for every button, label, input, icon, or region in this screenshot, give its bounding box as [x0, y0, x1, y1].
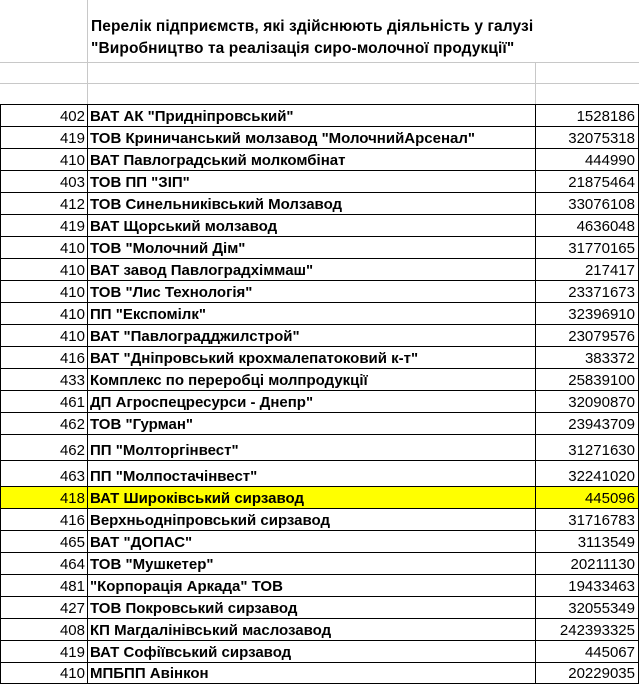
code-cell[interactable]: 419 — [1, 215, 88, 236]
table-row[interactable] — [0, 346, 639, 368]
value-cell[interactable]: 32396910 — [536, 303, 639, 324]
name-cell[interactable]: КП Магдалінівський маслозавод — [88, 619, 536, 640]
code-cell[interactable]: 418 — [1, 487, 88, 508]
table-row[interactable] — [0, 486, 639, 508]
table-row[interactable] — [0, 192, 639, 214]
table-row[interactable] — [0, 368, 639, 390]
value-cell[interactable]: 445096 — [536, 487, 639, 508]
value-cell[interactable]: 4636048 — [536, 215, 639, 236]
table-row[interactable] — [0, 530, 639, 552]
code-cell[interactable]: 419 — [1, 127, 88, 148]
value-cell[interactable]: 23079576 — [536, 325, 639, 346]
table-row[interactable] — [0, 302, 639, 324]
table-row[interactable] — [0, 258, 639, 280]
name-cell[interactable]: ПП "Молторгінвест" — [88, 435, 536, 460]
table-row[interactable] — [0, 508, 639, 530]
code-cell[interactable]: 410 — [1, 303, 88, 324]
value-cell[interactable]: 31770165 — [536, 237, 639, 258]
name-cell[interactable]: ВАТ "ДОПАС" — [88, 531, 536, 552]
code-cell[interactable]: 481 — [1, 575, 88, 596]
name-cell[interactable]: "Корпорація Аркада" ТОВ — [88, 575, 536, 596]
table-row[interactable] — [0, 618, 639, 640]
name-cell[interactable]: ВАТ Щорський молзавод — [88, 215, 536, 236]
name-cell[interactable]: ТОВ Покровський сирзавод — [88, 597, 536, 618]
code-cell[interactable]: 410 — [1, 281, 88, 302]
code-cell[interactable]: 433 — [1, 369, 88, 390]
code-cell[interactable]: 427 — [1, 597, 88, 618]
code-cell[interactable]: 464 — [1, 553, 88, 574]
code-cell[interactable]: 410 — [1, 259, 88, 280]
name-cell[interactable]: ВАТ "Дніпровський крохмалепатоковий к-т" — [88, 347, 536, 368]
code-cell[interactable]: 461 — [1, 391, 88, 412]
name-cell[interactable]: Верхньодніпровський сирзавод — [88, 509, 536, 530]
name-cell[interactable]: ТОВ "Молочний Дім" — [88, 237, 536, 258]
empty-row-1[interactable] — [0, 62, 639, 84]
code-cell[interactable]: 419 — [1, 641, 88, 662]
value-cell[interactable]: 32075318 — [536, 127, 639, 148]
table-row[interactable] — [0, 434, 639, 460]
code-cell[interactable]: 410 — [1, 149, 88, 170]
value-cell[interactable]: 19433463 — [536, 575, 639, 596]
table-row[interactable] — [0, 390, 639, 412]
name-cell[interactable]: ТОВ "Мушкетер" — [88, 553, 536, 574]
name-cell[interactable]: ВАТ завод Павлоградхіммаш" — [88, 259, 536, 280]
value-cell[interactable]: 3113549 — [536, 531, 639, 552]
value-cell[interactable]: 445067 — [536, 641, 639, 662]
table-row[interactable] — [0, 280, 639, 302]
name-cell[interactable]: ПП "Експомілк" — [88, 303, 536, 324]
name-cell[interactable]: ВАТ Павлоградський молкомбінат — [88, 149, 536, 170]
code-cell[interactable]: 465 — [1, 531, 88, 552]
value-cell[interactable]: 31716783 — [536, 509, 639, 530]
name-cell[interactable]: ТОВ Криничанський молзавод "МолочнийАрсенал" — [88, 127, 536, 148]
table-row[interactable] — [0, 640, 639, 662]
title-line-1: Перелік підприємств, які здійснюють діяльність у галузі — [91, 18, 534, 35]
value-cell[interactable]: 217417 — [536, 259, 639, 280]
code-cell[interactable]: 402 — [1, 105, 88, 126]
table-row[interactable] — [0, 148, 639, 170]
title-cell[interactable] — [88, 0, 639, 62]
table-row[interactable] — [0, 104, 639, 126]
code-cell[interactable]: 408 — [1, 619, 88, 640]
value-cell[interactable]: 32055349 — [536, 597, 639, 618]
name-cell[interactable]: ТОВ "Лис Технологія" — [88, 281, 536, 302]
value-cell[interactable]: 21875464 — [536, 171, 639, 192]
code-cell[interactable]: 462 — [1, 435, 88, 460]
value-cell[interactable]: 20211130 — [536, 553, 639, 574]
value-cell[interactable]: 23371673 — [536, 281, 639, 302]
sheet-title — [91, 16, 533, 60]
value-cell[interactable]: 31271630 — [536, 435, 639, 460]
table-row[interactable] — [0, 460, 639, 486]
table-row[interactable] — [0, 412, 639, 434]
table-row[interactable] — [0, 662, 639, 684]
title-line-2: "Виробництво та реалізація сиро-молочної продукції" — [91, 40, 515, 57]
table-row[interactable] — [0, 324, 639, 346]
name-cell[interactable]: ТОВ ПП "ЗІП" — [88, 171, 536, 192]
name-cell[interactable]: Комплекс по переробці молпродукції — [88, 369, 536, 390]
value-cell[interactable]: 32241020 — [536, 461, 639, 486]
title-row — [0, 0, 639, 63]
value-cell[interactable]: 1528186 — [536, 105, 639, 126]
name-cell[interactable]: ТОВ "Гурман" — [88, 413, 536, 434]
value-cell[interactable]: 242393325 — [536, 619, 639, 640]
value-cell[interactable]: 33076108 — [536, 193, 639, 214]
name-cell[interactable]: ВАТ АК "Придніпровський" — [88, 105, 536, 126]
table-row[interactable] — [0, 214, 639, 236]
table-row[interactable] — [0, 596, 639, 618]
table-row[interactable] — [0, 126, 639, 148]
code-cell[interactable]: 412 — [1, 193, 88, 214]
code-cell[interactable]: 463 — [1, 461, 88, 486]
name-cell[interactable]: ВАТ Софіївський сирзавод — [88, 641, 536, 662]
code-cell[interactable]: 416 — [1, 509, 88, 530]
table-row[interactable] — [0, 574, 639, 596]
code-cell[interactable]: 403 — [1, 171, 88, 192]
name-cell[interactable]: ДП Агроспецресурси - Днепр" — [88, 391, 536, 412]
code-cell[interactable]: 410 — [1, 663, 88, 683]
table-row[interactable] — [0, 552, 639, 574]
data-table — [0, 104, 639, 684]
code-cell[interactable]: 416 — [1, 347, 88, 368]
value-cell[interactable]: 32090870 — [536, 391, 639, 412]
table-row[interactable] — [0, 236, 639, 258]
name-cell[interactable]: МПБПП Авінкон — [88, 663, 536, 683]
value-cell[interactable]: 20229035 — [536, 663, 639, 683]
table-row[interactable] — [0, 170, 639, 192]
name-cell[interactable]: ВАТ Широківський сирзавод — [88, 487, 536, 508]
name-cell[interactable]: ВАТ "Павлоградджилстрой" — [88, 325, 536, 346]
empty-row-2[interactable] — [0, 83, 639, 105]
name-cell[interactable]: ПП "Молпостачінвест" — [88, 461, 536, 486]
code-cell[interactable]: 410 — [1, 325, 88, 346]
title-row-code-cell[interactable] — [0, 0, 88, 62]
code-cell[interactable]: 462 — [1, 413, 88, 434]
value-cell[interactable]: 25839100 — [536, 369, 639, 390]
value-cell[interactable]: 383372 — [536, 347, 639, 368]
code-cell[interactable]: 410 — [1, 237, 88, 258]
name-cell[interactable]: ТОВ Синельниківський Молзавод — [88, 193, 536, 214]
value-cell[interactable]: 23943709 — [536, 413, 639, 434]
value-cell[interactable]: 444990 — [536, 149, 639, 170]
